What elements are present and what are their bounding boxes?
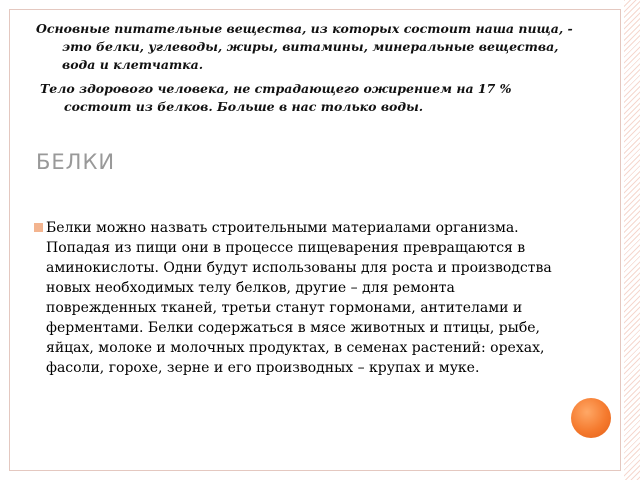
intro-paragraph-2: Тело здорового человека, не страдающего ожирением на 17 % состоит из белков. Больше в нас только воды. xyxy=(40,81,512,114)
bullet-text: Белки можно назвать строительными материалами организма. Попадая из пищи они в процессе пищеварения превращаются в аминокислоты. Одни будут использованы для роста и производства новых необходимых телу белков, другие – для ремонта поврежденных тканей, третьи станут гормонами, антителами и ферментами. Белки содержаться в мясе животных и птицы, рыбе, яйцах, молоке и молочных продуктах, в семенах растений: орехах, фасоли, горохе, зерне и его производных – крупах и муке. xyxy=(46,220,552,376)
square-bullet-icon xyxy=(34,223,43,232)
intro-text-block xyxy=(36,20,576,116)
bullet-item xyxy=(34,218,554,378)
intro-paragraph-1: Основные питательные вещества, из которых состоит наша пища, - это белки, углеводы, жиры, витамины, минеральные вещества, вода и клетчатка. xyxy=(36,21,573,72)
orange-circle-icon xyxy=(571,398,611,438)
decorative-stripe-band xyxy=(624,0,640,480)
section-heading: БЕЛКИ xyxy=(36,150,116,174)
